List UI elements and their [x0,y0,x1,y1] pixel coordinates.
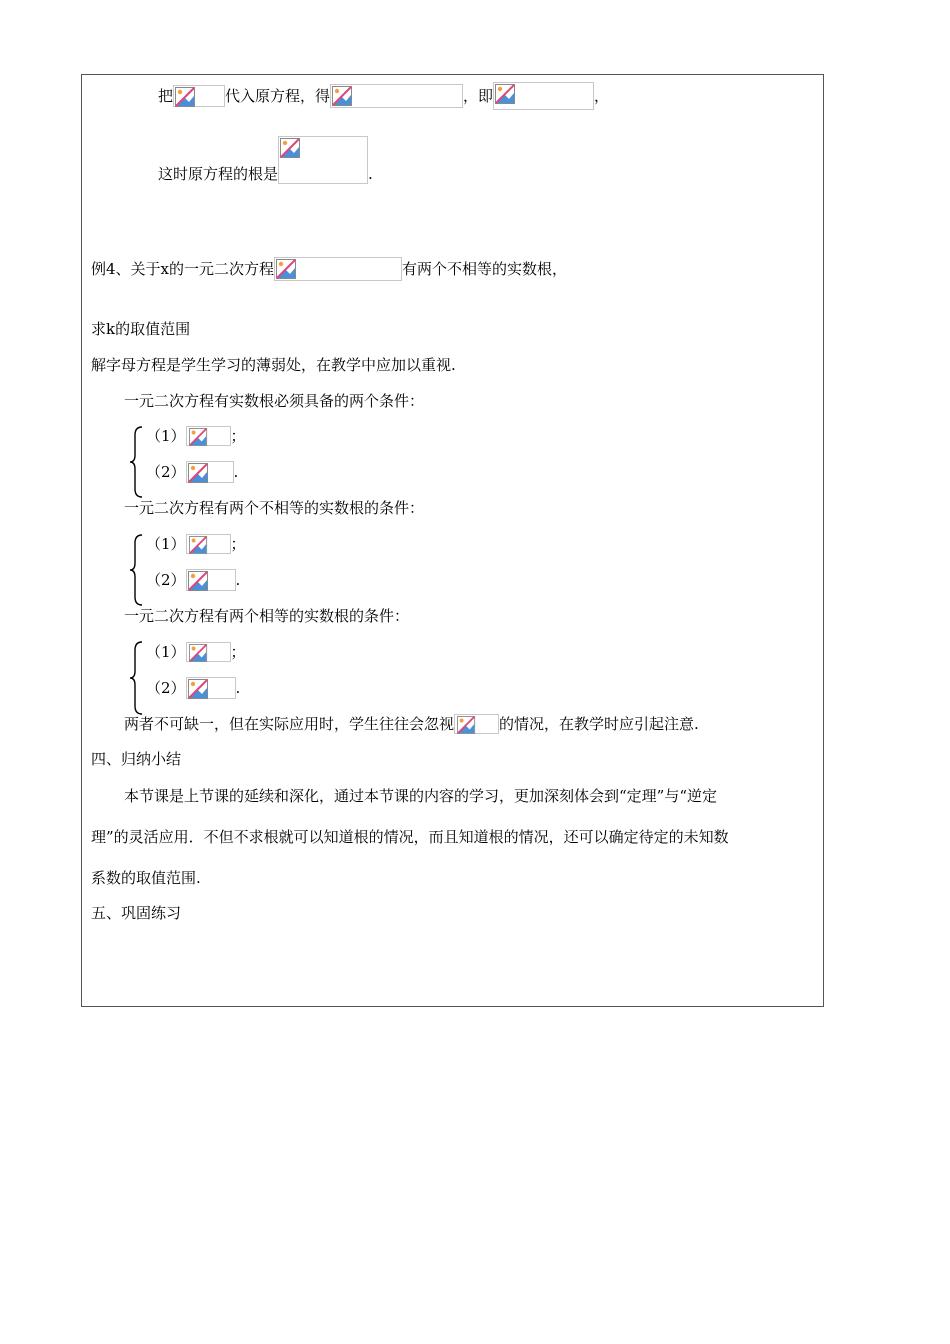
formula-image [330,84,463,108]
formula-image [274,257,402,281]
formula-image [186,461,234,483]
formula-image [186,677,236,699]
text-line: 系数的取值范围. [91,869,201,887]
formula-image [186,642,231,662]
text-line: 理”的灵活应用．不但不求根就可以知道根的情况，而且知道根的情况，还可以确定待定的未知数 [91,828,729,846]
formula-image [278,136,368,184]
text-line: 求k的取值范围 [91,320,191,338]
broken-image-icon [276,259,298,279]
broken-image-icon [332,86,354,106]
condition-2: （2） . [146,679,241,697]
left-brace-icon [128,534,144,606]
text-line: 一元二次方程有两个不相等的实数根的条件： [124,499,425,517]
broken-image-icon [456,716,478,734]
left-brace-icon [128,641,144,715]
text-line: 一元二次方程有实数根必须具备的两个条件： [124,392,425,410]
formula-image [186,426,231,446]
broken-image-icon [188,644,210,662]
formula-image [186,534,231,554]
text-line: 本节课是上节课的延续和深化，通过本节课的内容的学习，更加深刻体会到“定理”与“逆定 [124,787,718,805]
formula-image [454,714,499,734]
text-line: 一元二次方程有两个相等的实数根的条件： [124,607,410,625]
left-brace-icon [128,426,144,498]
section-heading: 五、巩固练习 [91,904,182,922]
broken-image-icon [175,87,197,107]
broken-image-icon [188,428,210,446]
text-line: 解字母方程是学生学习的薄弱处，在教学中应加以重视. [91,356,456,374]
broken-image-icon [280,138,302,158]
broken-image-icon [188,679,210,699]
text-line-note: 两者不可缺一，但在实际应用时，学生往往会忽视 的情况，在教学时应引起注意. [124,715,699,733]
formula-image [493,82,594,110]
text-line-substitute: 把 代入原方程，得 ，即 ， [158,82,609,110]
condition-2: （2） . [146,571,241,589]
broken-image-icon [495,84,517,104]
condition-1: （1） ； [146,427,246,445]
broken-image-icon [188,571,210,591]
condition-1: （1） ； [146,643,246,661]
condition-2: （2） . [146,463,239,481]
section-heading: 四、归纳小结 [91,750,182,768]
text-line-roots: 这时原方程的根是 . [158,136,373,184]
broken-image-icon [188,463,210,483]
example-4-line: 例4、关于x的一元二次方程 有两个不相等的实数根， [91,257,567,281]
formula-image [173,85,225,107]
formula-image [186,569,236,591]
broken-image-icon [188,536,210,554]
condition-1: （1） ； [146,535,246,553]
